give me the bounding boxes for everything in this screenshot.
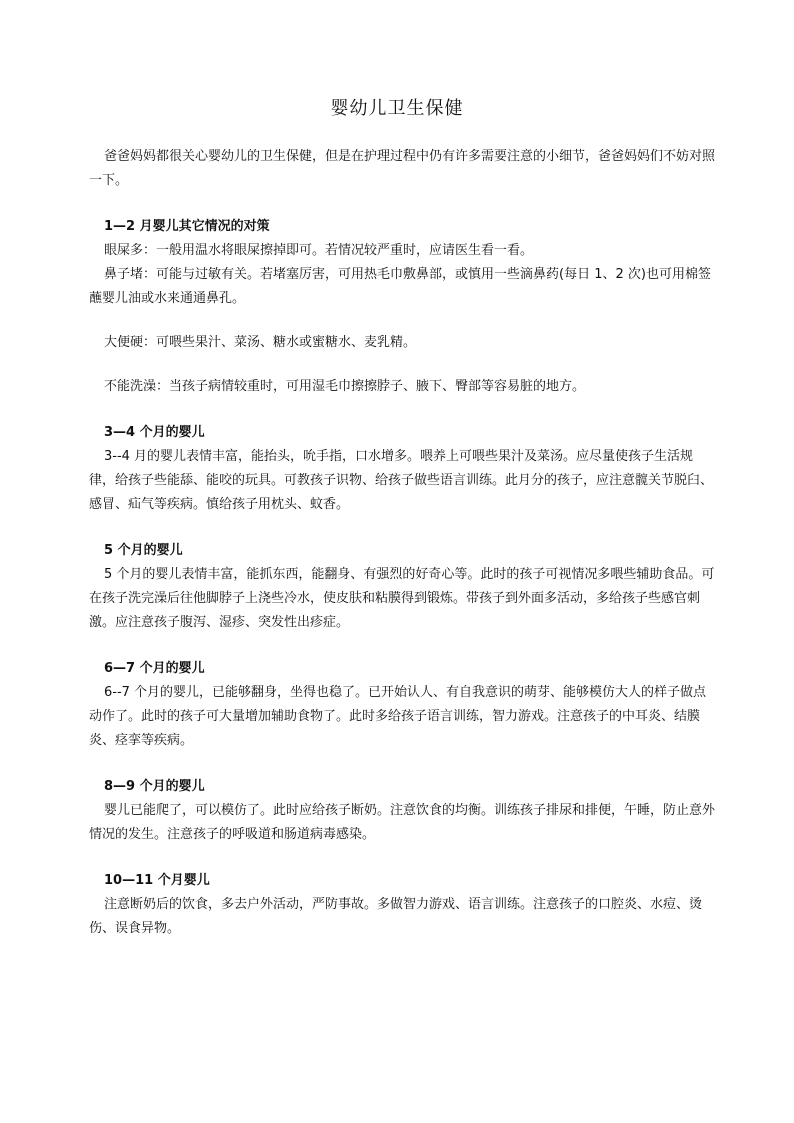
section-paragraph: 3--4 月的婴儿表情丰富，能抬头，吮手指，口水增多。喂养上可喂些果汁及菜汤。应尽量使孩子生活规律，给孩子些能舔、能咬的玩具。可教孩子识物、给孩子做些语言训练。此月分的孩子，应注意髋关节脱臼、感冒、疝气等疾病。慎给孩子用枕头、蚊香。 — [89, 449, 714, 512]
section-heading: 8—9 个月的婴儿 — [104, 779, 205, 794]
intro-paragraph: 爸爸妈妈都很关心婴幼儿的卫生保健，但是在护理过程中仍有许多需要注意的小细节，爸爸妈妈们不妨对照一下。 — [89, 149, 716, 188]
paragraph-hard-stool: 大便硬：可喂些果汁、菜汤、糖水或蜜糖水、麦乳精。 — [104, 335, 417, 350]
section-heading: 10—11 个月婴儿 — [104, 873, 210, 888]
section-paragraph: 6--7 个月的婴儿，已能够翻身，坐得也稳了。已开始认人、有自我意识的萌芽、能够模仿大人的样子做点动作了。此时的孩子可大量增加辅助食物了。此时多给孩子语言训练，智力游戏。注意孩子的中耳炎、结膜炎、痉挛等疾病。 — [89, 685, 707, 748]
document-body — [89, 145, 719, 941]
section-heading: 3—4 个月的婴儿 — [104, 425, 205, 440]
section-heading: 1—2 月婴儿其它情况的对策 — [104, 219, 270, 234]
section-heading: 5 个月的婴儿 — [104, 543, 183, 558]
section-3-4-months — [89, 421, 719, 517]
section-1-2-months — [89, 215, 719, 399]
section-heading: 6—7 个月的婴儿 — [104, 661, 205, 676]
document-title: 婴幼儿卫生保健 — [330, 98, 464, 119]
paragraph-eye-discharge: 眼屎多：一般用温水将眼屎擦掉即可。若情况较严重时，应请医生看一看。 — [104, 243, 534, 258]
section-8-9-months — [89, 775, 719, 847]
section-paragraph: 婴儿已能爬了，可以模仿了。此时应给孩子断奶。注意饮食的均衡。训练孩子排尿和排便，午睡，防止意外情况的发生。注意孩子的呼吸道和肠道病毒感染。 — [89, 803, 716, 842]
paragraph-no-bath: 不能洗澡：当孩子病情较重时，可用湿毛巾擦擦脖子、腋下、臀部等容易脏的地方。 — [104, 379, 586, 394]
section-6-7-months — [89, 657, 719, 753]
section-paragraph: 5 个月的婴儿表情丰富，能抓东西，能翻身、有强烈的好奇心等。此时的孩子可视情况多喂些辅助食品。可在孩子洗完澡后往他脚脖子上浇些冷水，使皮肤和粘膜得到锻炼。带孩子到外面多活动，多给孩子些感官刺激。应注意孩子腹泻、湿疹、突发性出疹症。 — [89, 567, 715, 630]
paragraph-nose-blocked: 鼻子堵：可能与过敏有关。若堵塞厉害，可用热毛巾敷鼻部，或慎用一些滴鼻药(每日 1、2 次)也可用棉签蘸婴儿油或水来通通鼻孔。 — [89, 267, 711, 306]
section-paragraph: 注意断奶后的饮食，多去户外活动，严防事故。多做智力游戏、语言训练。注意孩子的口腔炎、水痘、烫伤、误食异物。 — [89, 897, 703, 936]
section-10-11-months — [89, 869, 719, 941]
section-5-months — [89, 539, 719, 635]
